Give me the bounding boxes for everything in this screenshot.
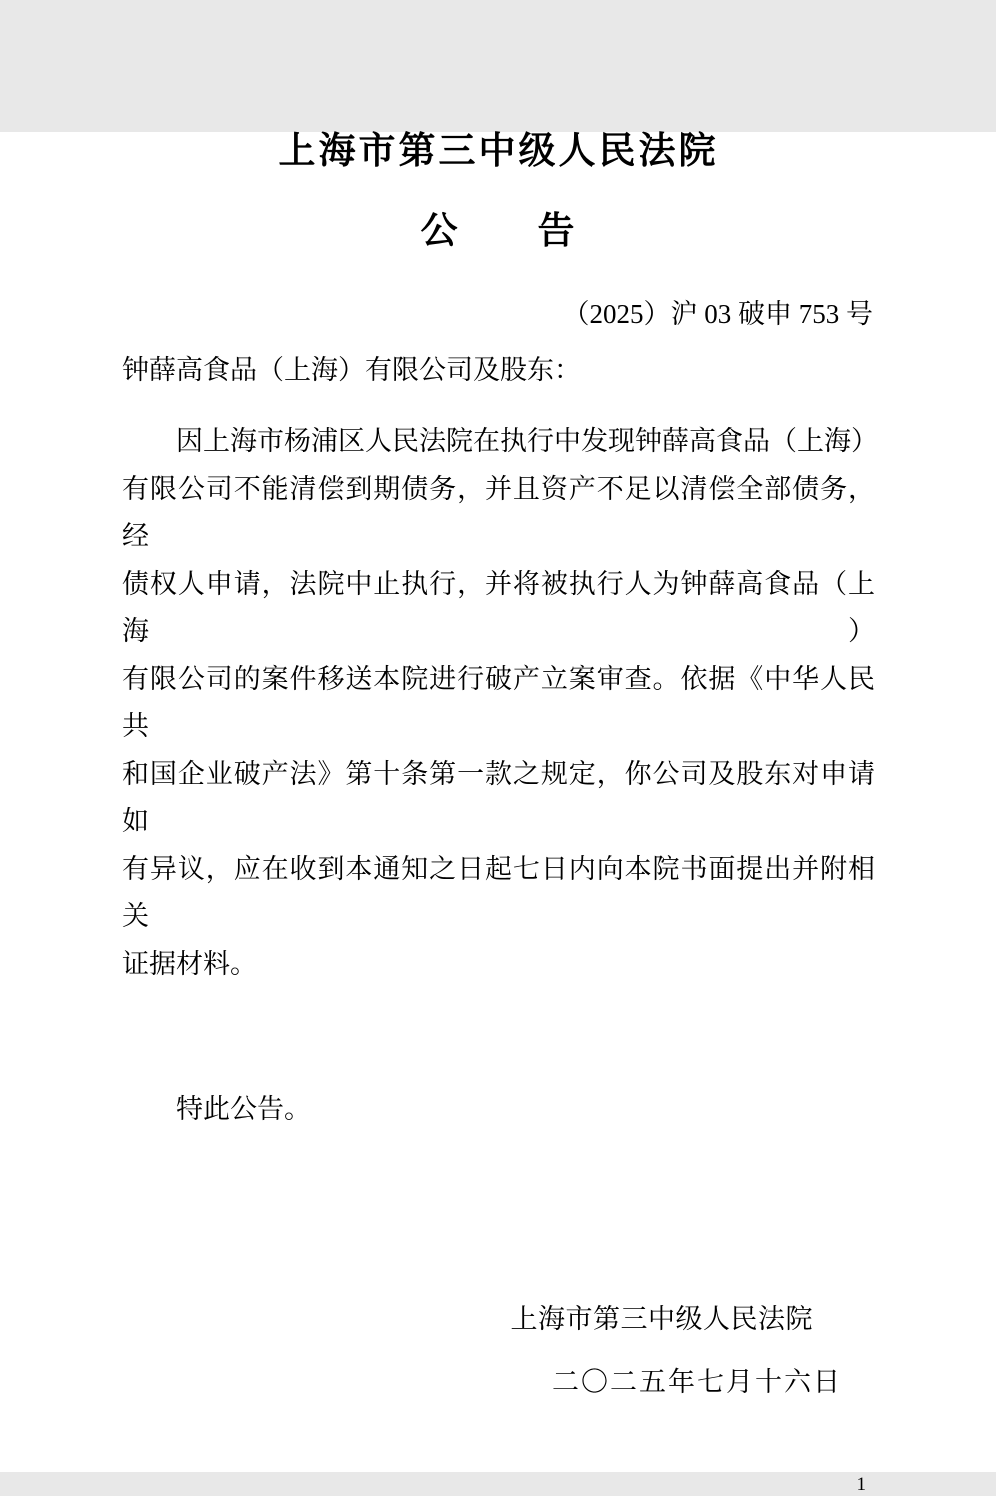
body-line: 有异议，应在收到本通知之日起七日内向本院书面提出并附相关 [122,853,875,931]
body-line: 因上海市杨浦区人民法院在执行中发现钟薛高食品（上海） [176,426,878,456]
date-line: 二〇二五年七月十六日 [552,1366,842,1397]
court-title: 上海市第三中级人民法院 [278,131,719,172]
body-line: 证据材料。 [122,948,257,979]
case-number: （2025）沪 03 破申 753 号 [562,299,873,329]
body-line: 和国企业破产法》第十条第一款之规定，你公司及股东对申请如 [122,758,875,836]
notice-body [122,418,878,988]
notice-heading: 公 告 [420,211,577,252]
page-number: 1 [856,1473,866,1495]
body-line: 债权人申请，法院中止执行，并将被执行人为钟薛高食品（上海） [122,568,875,646]
signature-line: 上海市第三中级人民法院 [510,1303,813,1334]
body-line: 有限公司不能清偿到期债务，并且资产不足以清偿全部债务，经 [122,473,875,551]
body-line: 有限公司的案件移送本院进行破产立案审查。依据《中华人民共 [122,663,875,741]
closing-line: 特此公告。 [176,1094,311,1124]
addressee-line: 钟薛高食品（上海）有限公司及股东： [122,355,581,385]
document-page [0,131,996,1495]
